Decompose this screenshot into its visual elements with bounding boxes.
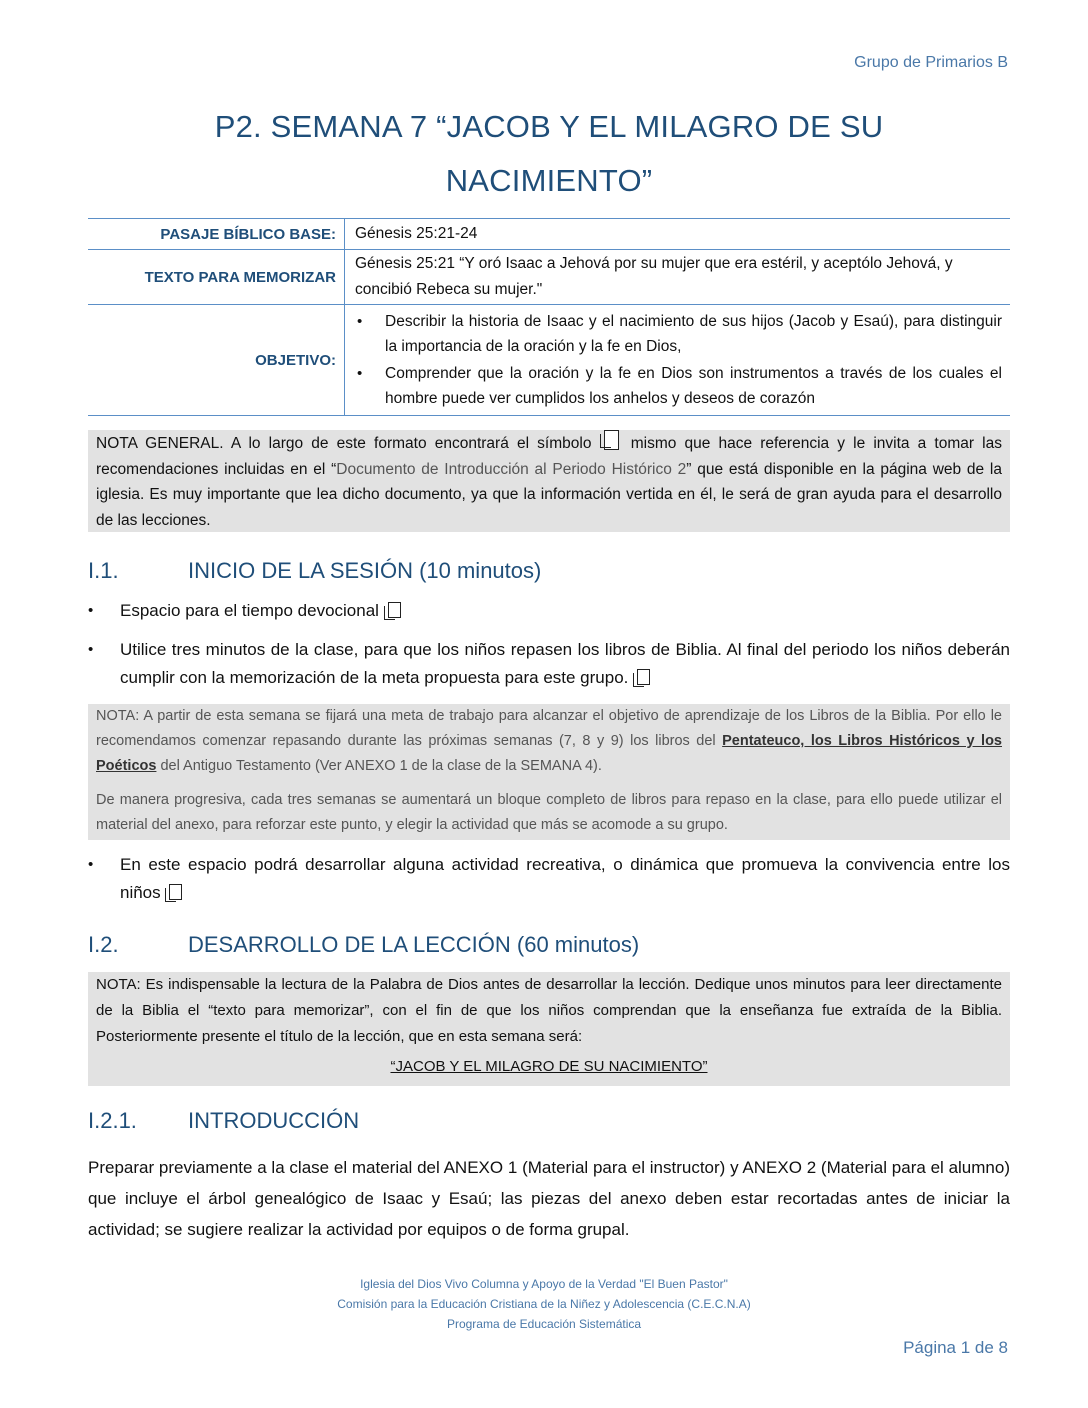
footer-line: Iglesia del Dios Vivo Columna y Apoyo de la Verdad "El Buen Pastor" — [360, 1277, 728, 1291]
section-heading-start — [88, 558, 541, 584]
note-highlight: Pentateuco, los Libros Históricos y los Poéticos — [96, 733, 1002, 774]
passage-label: PASAJE BÍBLICO BASE: — [88, 219, 345, 250]
objective-item: • Describir la historia de Isaac y el nacimiento de sus hijos (Jacob y Esaú), para distinguir la importancia de la oración y la fe en Dios, — [355, 309, 1002, 359]
general-note — [88, 430, 1010, 532]
section-heading-introduction — [88, 1108, 359, 1134]
document-icon — [169, 884, 182, 900]
section-number: I.2. — [88, 932, 119, 957]
general-note-doc-name: Documento de Introducción al Periodo Histórico 2 — [336, 460, 687, 478]
lesson-note-text: NOTA: Es indispensable la lectura de la Palabra de Dios antes de desarrollar la lección. Dedique unos minutos para leer directamente de la Biblia el “texto para memorizar”, con el fin de que los niños comprendan que la enseñanza fue extraída de la Biblia. Posteriormente presente el título de la lección, que en esta semana será: — [96, 976, 1002, 1045]
section-title: INTRODUCCIÓN — [188, 1108, 360, 1133]
objective-list — [355, 309, 1002, 411]
introduction-paragraph: Preparar previamente a la clase el material del ANEXO 1 (Material para el instructor) y ANEXO 2 (Material para el alumno) que incluye el árbol genealógico de Isaac y Esaú; las piezas del anexo deben estar recortadas antes de iniciar la actividad; se sugiere realizar la actividad por equipos o de forma grupal. — [88, 1158, 1010, 1239]
memorize-label: TEXTO PARA MEMORIZAR — [88, 250, 345, 305]
page-title — [88, 100, 1010, 208]
title-line-2: NACIMIENTO” — [445, 163, 653, 198]
note-text: del Antiguo Testamento (Ver ANEXO 1 de la clase de la SEMANA 4). — [160, 758, 602, 774]
note-text: NOTA: A partir de esta semana se fijará una meta de trabajo para alcanzar el objetivo de aprendizaje de los Libros de la Biblia. Por ello le recomendamos comenzar repasando durante las próximas semanas (7, 8 y 9) los libros del — [96, 708, 1002, 749]
lesson-note — [88, 972, 1010, 1086]
objective-row — [88, 305, 1010, 416]
group-label: Grupo de Primarios B — [854, 54, 1008, 71]
general-note-text-1: NOTA GENERAL. A lo largo de este formato encontrará el símbolo — [96, 435, 592, 452]
note-paragraph: De manera progresiva, cada tres semanas se aumentará un bloque completo de libros para repaso en la clase, para ello puede utilizar el material del anexo, para reforzar este punto, y elegir la actividad que más se acomode a su grupo. — [96, 792, 1002, 833]
bullet-dot: • — [88, 856, 94, 873]
objective-item: • Comprender que la oración y la fe en Dios son instrumentos a través de los cuales el hombre puede ver cumplidos los anhelos y deseos de corazón — [355, 361, 1002, 411]
footer — [0, 1274, 1088, 1334]
document-icon — [637, 669, 650, 685]
section-number: I.2.1. — [88, 1108, 137, 1133]
passage-value: Génesis 25:21-24 — [345, 219, 1011, 250]
note-paragraph — [96, 704, 1002, 779]
memorize-row — [88, 250, 1010, 305]
bullet-dot: • — [88, 641, 94, 658]
bullet-text: Utilice tres minutos de la clase, para que los niños repasen los libros de Biblia. Al final del periodo los niños deberán cumplir con la memorización de la meta propuesta para este grupo. — [120, 640, 1010, 687]
section-number: I.1. — [88, 558, 119, 583]
section-title: INICIO DE LA SESIÓN (10 minutos) — [188, 558, 542, 583]
bullet-item — [88, 851, 1010, 907]
lesson-title: “JACOB Y EL MILAGRO DE SU NACIMIENTO” — [390, 1058, 708, 1075]
bullet-dot: • — [88, 602, 94, 619]
bullet-text: Espacio para el tiempo devocional — [120, 601, 379, 620]
section-heading-development — [88, 932, 639, 958]
bible-books-note — [88, 704, 1010, 840]
lesson-info-table — [88, 218, 1010, 416]
objective-value — [345, 305, 1011, 416]
bullet-text: En este espacio podrá desarrollar alguna actividad recreativa, o dinámica que promueva la convivencia entre los niños — [120, 855, 1010, 902]
title-line-1: P2. SEMANA 7 “JACOB Y EL MILAGRO DE SU — [214, 109, 884, 144]
document-icon — [604, 430, 619, 450]
document-icon — [388, 602, 401, 618]
general-note-text-3: ” que está disponible en la página web de la iglesia. Es muy importante que lea dicho documento, ya que la información vertida en él, le será de gran ayuda para el desarrollo de las lecciones. — [96, 460, 1002, 529]
footer-line: Comisión para la Educación Cristiana de la Niñez y Adolescencia (C.E.C.N.A) — [337, 1297, 751, 1311]
passage-row — [88, 219, 1010, 250]
bullet-item — [88, 636, 1010, 692]
bullet-item — [88, 597, 1010, 625]
objective-label: OBJETIVO: — [88, 305, 345, 416]
section-title: DESARROLLO DE LA LECCIÓN (60 minutos) — [188, 932, 640, 957]
memorize-value: Génesis 25:21 “Y oró Isaac a Jehová por su mujer que era estéril, y aceptólo Jehová, y concibió Rebeca su mujer." — [345, 250, 1011, 305]
footer-line: Programa de Educación Sistemática — [446, 1317, 642, 1331]
general-note-text-2: mismo que hace referencia y le invita a tomar las recomendaciones incluidas en el “ — [96, 435, 1002, 478]
page-number: Página 1 de 8 — [903, 1338, 1008, 1357]
